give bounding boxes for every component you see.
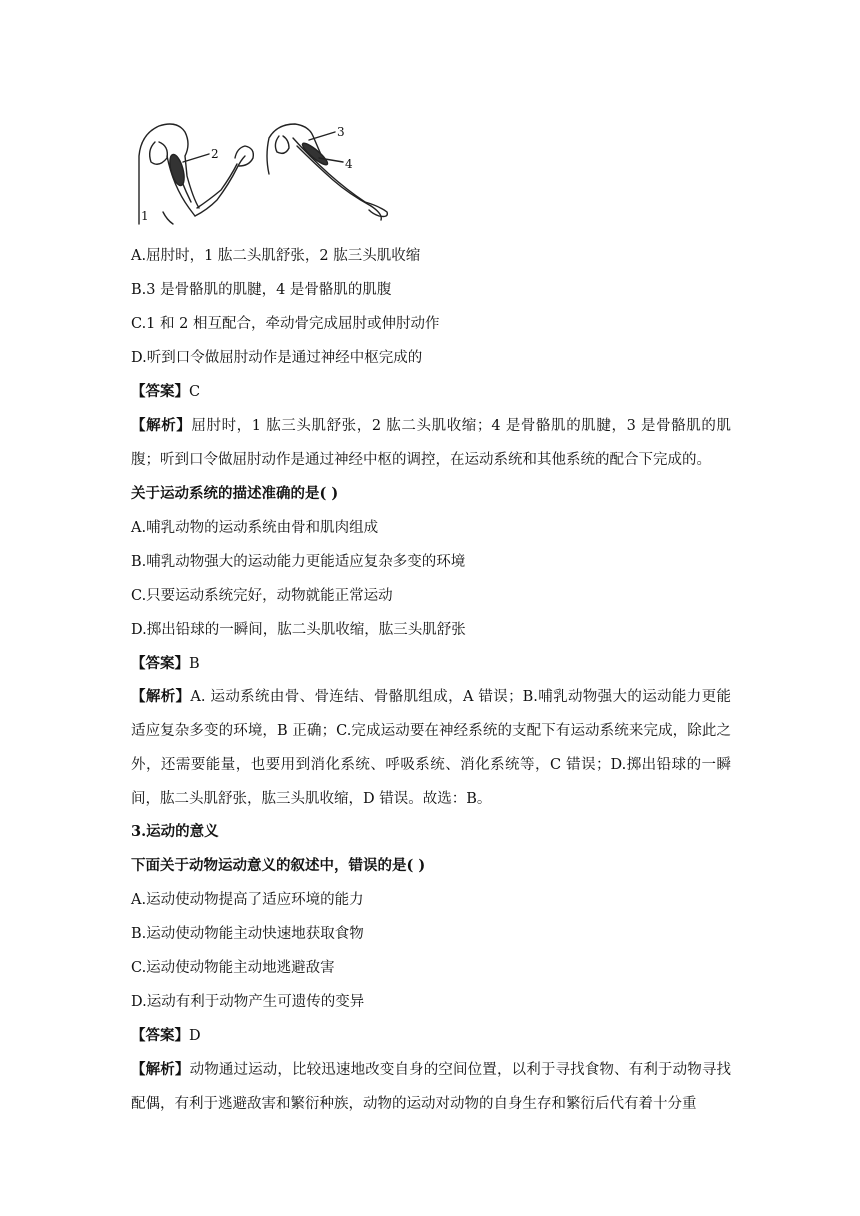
q1-answer xyxy=(131,382,200,402)
q1-option-c: C.1 和 2 相互配合，牵动骨完成屈肘或伸肘动作 xyxy=(131,316,440,332)
analysis-text: 动物通过运动，比较迅速地改变自身的空间位置，以利于寻找食物、有利于动物寻找配偶，有利于逃避敌害和繁衍种族，动物的运动对动物的自身生存和繁衍后代有着十分重 xyxy=(131,1062,732,1112)
figure-label-4: 4 xyxy=(345,157,353,171)
answer-value: C xyxy=(189,384,201,400)
analysis-text: 屈肘时，1 肱三头肌舒张，2 肱二头肌收缩；4 是骨骼肌的肌腱，3 是骨骼肌的肌腹；听到口令做屈肘动作是通过神经中枢的调控，在运动系统和其他系统的配合下完成的。 xyxy=(131,418,731,468)
arm-muscle-drawing xyxy=(133,116,393,228)
figure-label-1: 1 xyxy=(141,209,149,223)
q1-option-b: B.3 是骨骼肌的肌腱，4 是骨骼肌的肌腹 xyxy=(131,282,392,298)
q3-analysis xyxy=(131,1053,731,1121)
answer-label: 【答案】 xyxy=(131,655,189,672)
arm-muscle-figure xyxy=(133,116,393,228)
answer-value: D xyxy=(189,1028,201,1044)
q2-option-d: D.掷出铅球的一瞬间，肱二头肌收缩，肱三头肌舒张 xyxy=(131,622,466,638)
q2-option-c: C.只要运动系统完好，动物就能正常运动 xyxy=(131,588,393,604)
q1-option-d: D.听到口令做屈肘动作是通过神经中枢完成的 xyxy=(131,350,423,366)
q1-analysis xyxy=(131,409,731,477)
analysis-text: A. 运动系统由骨、骨连结、骨骼肌组成，A 错误；B.哺乳动物强大的运动能力更能适应复杂多变的环境，B 正确；C.完成运动要在神经系统的支配下有运动系统来完成，除此之外，还需要能量，也要用到消化系统、呼吸系统、消化系统等，C 错误；D.掷出铅球的一瞬间，肱二头肌舒张，肱三头肌收缩，D 错误。故选：B。 xyxy=(131,689,731,807)
q2-answer xyxy=(131,654,200,674)
analysis-label: 【解析】 xyxy=(131,1061,190,1078)
figure-label-2: 2 xyxy=(211,147,219,161)
q3-question: 下面关于动物运动意义的叙述中，错误的是( ) xyxy=(131,857,426,874)
analysis-label: 【解析】 xyxy=(131,688,191,705)
section-3-title: 3.运动的意义 xyxy=(131,823,219,840)
q2-option-a: A.哺乳动物的运动系统由骨和肌肉组成 xyxy=(131,520,379,536)
answer-label: 【答案】 xyxy=(131,1027,189,1044)
analysis-label: 【解析】 xyxy=(131,417,192,434)
figure-label-3: 3 xyxy=(337,125,345,139)
q1-option-a: A.屈肘时，1 肱二头肌舒张，2 肱三头肌收缩 xyxy=(131,248,421,264)
q3-option-d: D.运动有利于动物产生可遗传的变异 xyxy=(131,994,365,1010)
q2-option-b: B.哺乳动物强大的运动能力更能适应复杂多变的环境 xyxy=(131,554,466,570)
q2-question: 关于运动系统的描述准确的是( ) xyxy=(131,485,339,502)
q3-answer xyxy=(131,1026,201,1046)
q3-option-c: C.运动使动物能主动地逃避敌害 xyxy=(131,960,335,976)
q3-option-a: A.运动使动物提高了适应环境的能力 xyxy=(131,892,364,908)
q2-analysis xyxy=(131,680,731,816)
answer-value: B xyxy=(189,656,200,672)
answer-label: 【答案】 xyxy=(131,383,189,400)
q3-option-b: B.运动使动物能主动快速地获取食物 xyxy=(131,926,364,942)
